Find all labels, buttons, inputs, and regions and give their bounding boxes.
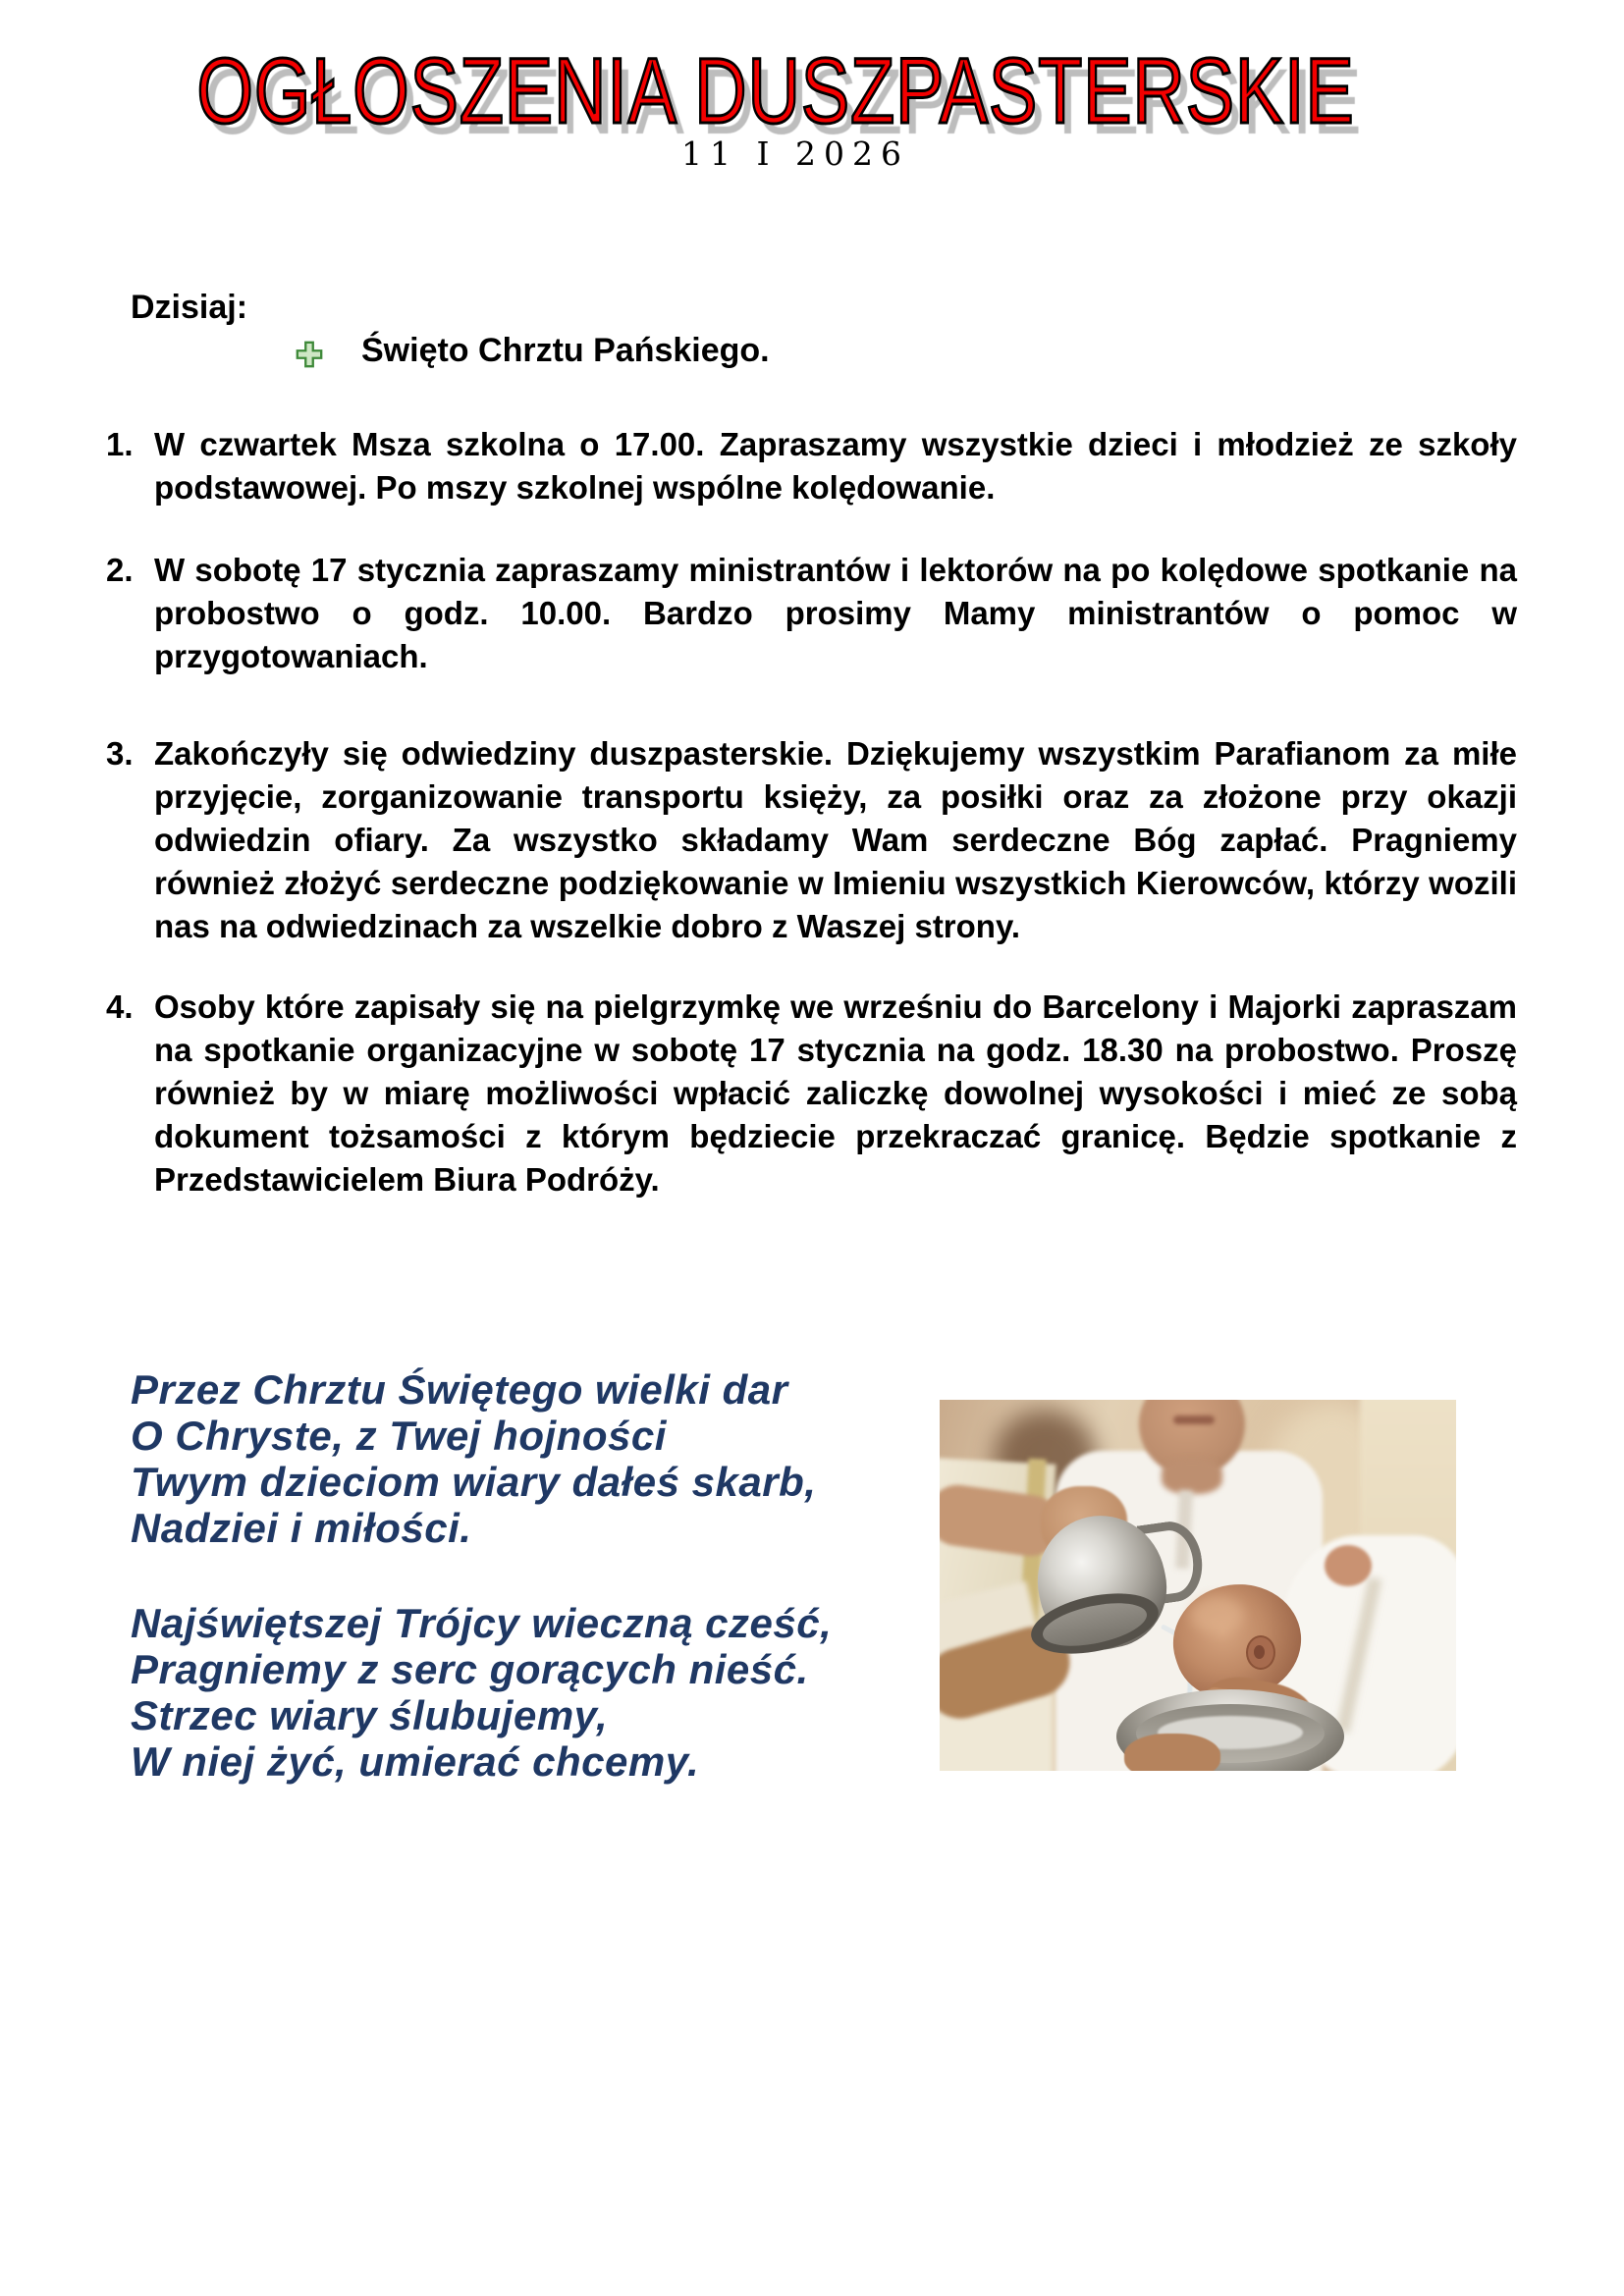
bowl-holding-hand — [1124, 1734, 1220, 1771]
today-label: Dzisiaj: — [131, 289, 248, 326]
hymn-stanza — [131, 1600, 936, 1785]
today-feast-label: Święto Chrztu Pańskiego. — [361, 332, 770, 369]
announcement-item — [98, 423, 1516, 509]
announcement-item — [98, 732, 1516, 948]
announcement-text: Zakończyły się odwiedziny duszpasterskie. Dziękujemy wszystkim Parafianom za miłe przyjęcie, zorganizowanie transportu księży, za posiłki oraz za złożone przy okazji odwiedzin ofiary. Za wszystko składamy Wam serdeczne Bóg zapłać. Pragniemy również złożyć serdeczne podziękowanie w Imieniu wszystkich Kierowców, którzy wozili nas na odwiedzinach za wszelkie dobro z Waszej strony. — [154, 735, 1517, 944]
hymn-line: Twym dzieciom wiary dałeś skarb, — [131, 1459, 817, 1505]
hymn-line: W niej żyć, umierać chcemy. — [131, 1738, 700, 1785]
hymn-line: Najświętszej Trójcy wieczną cześć, — [131, 1600, 833, 1646]
hymn-line: O Chryste, z Twej hojności — [131, 1413, 667, 1459]
hymn-line: Strzec wiary ślubujemy, — [131, 1692, 609, 1738]
announcement-number: 3. — [106, 735, 134, 772]
announcement-item — [98, 986, 1516, 1201]
announcement-item — [98, 549, 1516, 678]
baby-hand — [1325, 1545, 1372, 1586]
hymn-stanza — [131, 1366, 936, 1551]
hymn-line: Nadziei i miłości. — [131, 1505, 472, 1551]
announcement-text: W czwartek Msza szkolna o 17.00. Zapraszamy wszystkie dzieci i młodzież ze szkoły podstawowej. Po mszy szkolnej wspólne kolędowanie. — [154, 426, 1517, 506]
announcement-number: 2. — [106, 552, 134, 588]
announcement-number: 1. — [106, 426, 134, 462]
cross-icon — [295, 340, 324, 369]
baptism-hymn — [131, 1366, 936, 1785]
hymn-line: Przez Chrztu Świętego wielki dar — [131, 1366, 788, 1413]
announcement-text: Osoby które zapisały się na pielgrzymkę we wrześniu do Barcelony i Majorki zapraszam na spotkanie organizacyjne w sobotę 17 stycznia na godz. 18.30 na probostwo. Proszę również by w miarę możliwości wpłacić zaliczkę dowolnej wysokości i mieć ze sobą dokument tożsamości z którym będziecie przekraczać granicę. Będzie spotkanie z Przedstawicielem Biura Podróży. — [154, 988, 1517, 1198]
baby-head-highlight — [1190, 1596, 1244, 1633]
announcement-text: W sobotę 17 stycznia zapraszamy ministrantów i lektorów na po kolędowe spotkanie na probostwo o godz. 10.00. Bardzo prosimy Mamy ministrantów o pomoc w przygotowaniach. — [154, 552, 1517, 674]
title-row — [0, 39, 1551, 143]
man-lips — [1173, 1415, 1215, 1424]
baby-ear-inner — [1254, 1645, 1265, 1659]
page-date: 11 I 2026 — [681, 134, 909, 173]
announcement-number: 4. — [106, 988, 134, 1025]
baptism-photo — [940, 1400, 1456, 1771]
page-title: OGŁOSZENIA DUSZPASTERSKIE — [196, 39, 1355, 143]
hymn-line: Pragniemy z serc gorących nieść. — [131, 1646, 809, 1692]
man-neck — [1162, 1459, 1222, 1494]
